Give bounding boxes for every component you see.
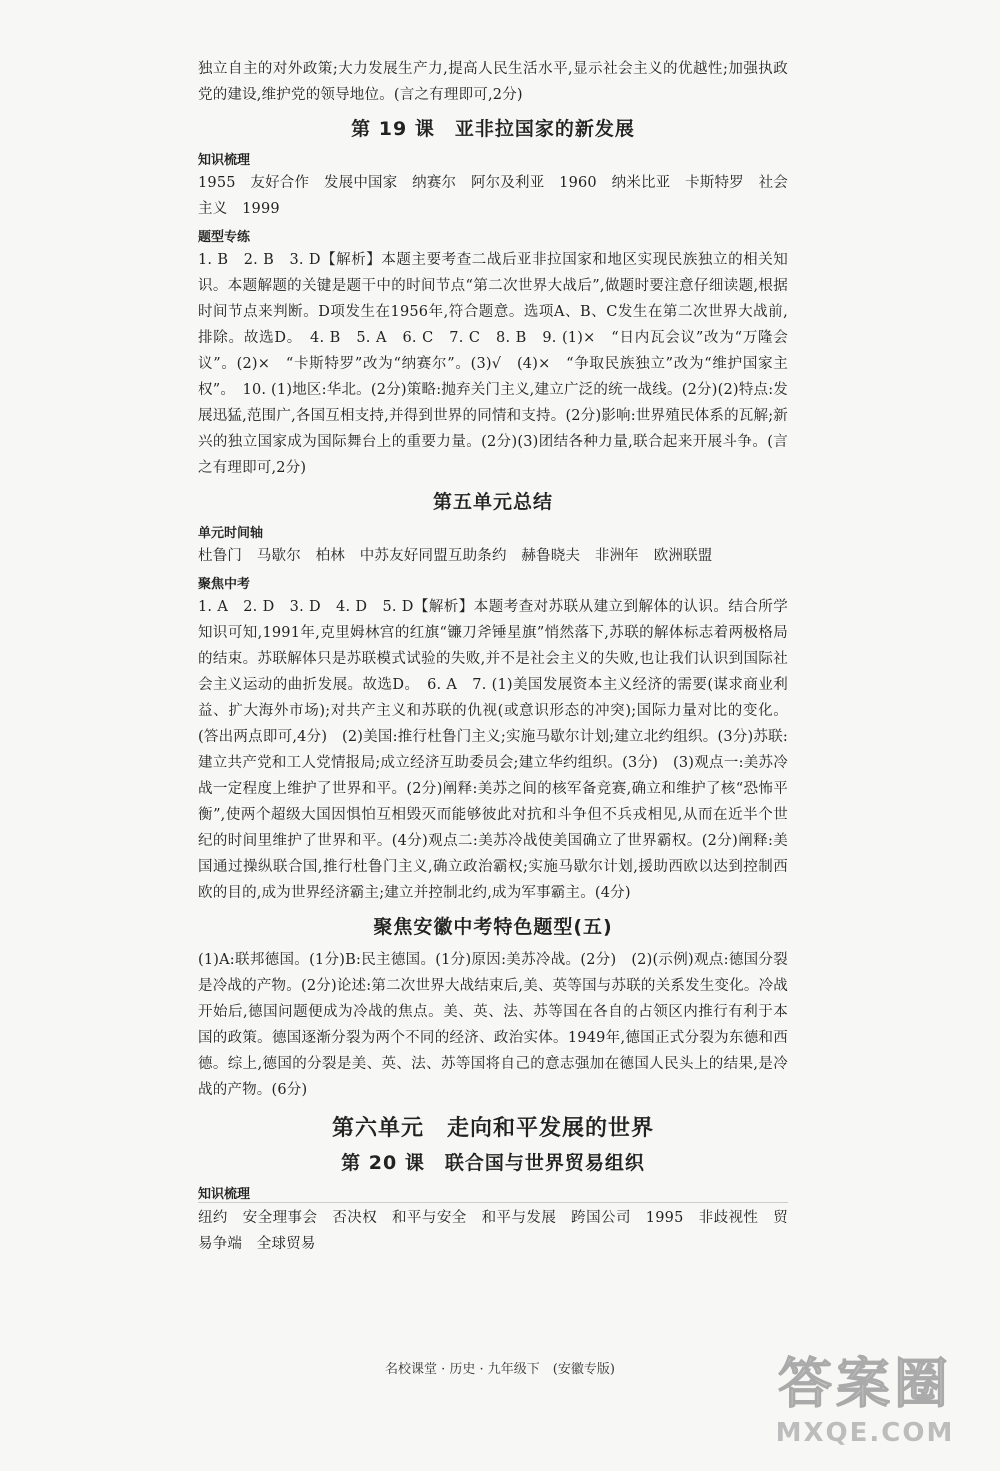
lesson-20-knowledge-label <box>198 1183 788 1203</box>
unit-5-summary-title: 第五单元总结 <box>432 491 553 513</box>
lesson-19-practice-label: 题型专练 <box>198 230 251 245</box>
watermark-main: 答案圈 <box>778 1352 952 1415</box>
lesson-19-knowledge-text: 1955 友好合作 发展中国家 纳赛尔 阿尔及利亚 1960 纳米比亚 卡斯特罗 社会主义 1999 <box>198 175 788 217</box>
intro-paragraph: 独立自主的对外政策;大力发展生产力,提高人民生活水平,显示社会主义的优越性;加强执政党的建设,维护党的领导地位。(言之有理即可,2分) <box>198 61 788 103</box>
anhui-special-title: 聚焦安徽中考特色题型(五) <box>373 916 613 938</box>
lesson-19-practice-text: 1. B 2. B 3. D【解析】本题主要考查二战后亚非拉国家和地区实现民族独立的相关知识。本题解题的关键是题干中的时间节点“第二次世界大战后”,做题时要注意仔细读题,根据时间节点来判断。D项发生在1956年,符合题意。选项A、B、C发生在第二次世界大战前,排除。故选D。 4. B 5. A 6. C 7. C 8. B 9. (1)× “日内瓦会议”改为“万隆会议”。(2)× “卡斯特罗”改为“纳赛尔”。(3)√ (4)× “争取民族独立”改为“维护国家主权”。 10. (1)地区:华北。(2分)策略:抛弃关门主义,建立广泛的统一战线。(2分)(2)特点:发展迅猛,范围广,各国互相支持,并得到世界的同情和支持。(2分)影响:世界殖民体系的瓦解;新兴的独立国家成为国际舞台上的重要力量。(2分)(3)团结各种力量,联合起来开展斗争。(言之有理即可,2分) <box>198 252 788 476</box>
watermark-sub: MXQE.COM <box>775 1418 955 1448</box>
page-content <box>198 56 788 1257</box>
unit-5-exam-label: 聚焦中考 <box>198 577 251 592</box>
page-footer: 名校课堂 · 历史 · 九年级下 (安徽专版) <box>385 1362 615 1377</box>
lesson-20-title: 第 20 课 联合国与世界贸易组织 <box>341 1152 645 1174</box>
anhui-special-text: (1)A:联邦德国。(1分)B:民主德国。(1分)原因:美苏冷战。(2分) (2)(示例)观点:德国分裂是冷战的产物。(2分)论述:第二次世界大战结束后,美、英等国与苏联的关系发生变化。冷战开始后,德国问题便成为冷战的焦点。美、英、法、苏等国在各自的占领区内推行有利于本国的政策。德国逐渐分裂为两个不同的经济、政治实体。1949年,德国正式分裂为东德和西德。综上,德国的分裂是美、英、法、苏等国将自己的意志强加在德国人民头上的结果,是冷战的产物。(6分) <box>198 952 788 1098</box>
watermark-logo <box>760 1341 970 1461</box>
unit-5-timeline-text: 杜鲁门 马歇尔 柏林 中苏友好同盟互助条约 赫鲁晓夫 非洲年 欧洲联盟 <box>198 548 713 564</box>
unit-5-exam-text: 1. A 2. D 3. D 4. D 5. D【解析】本题考查对苏联从建立到解体的认识。结合所学知识可知,1991年,克里姆林宫的红旗“镰刀斧锤星旗”悄然落下,苏联的解体标志着两极格局的结束。苏联解体只是苏联模式试验的失败,并不是社会主义的失败,也让我们认识到国际社会主义运动的曲折发展。故选D。 6. A 7. (1)美国发展资本主义经济的需要(谋求商业利益、扩大海外市场);对共产主义和苏联的仇视(或意识形态的冲突);国际力量对比的变化。(答出两点即可,4分) (2)美国:推行杜鲁门主义;实施马歇尔计划;建立北约组织。(3分)苏联:建立共产党和工人党情报局;成立经济互助委员会;建立华约组织。(3分) (3)观点一:美苏冷战一定程度上维护了世界和平。(2分)阐释:美苏之间的核军备竞赛,确立和维护了核“恐怖平衡”,使两个超级大国因惧怕互相毁灭而能够彼此对抗和斗争但不兵戎相见,从而在近半个世纪的时间里维护了世界和平。(4分)观点二:美苏冷战使美国确立了世界霸权。(2分)阐释:美国通过操纵联合国,推行杜鲁门主义,确立政治霸权;实施马歇尔计划,援助西欧以达到控制西欧的目的,成为世界经济霸主;建立并控制北约,成为军事霸主。(4分) <box>198 599 788 901</box>
unit-5-timeline-label: 单元时间轴 <box>198 526 264 541</box>
lesson-20-knowledge-label-text: 知识梳理 <box>198 1183 788 1203</box>
lesson-19-knowledge-label: 知识梳理 <box>198 153 251 168</box>
lesson-20-knowledge-text: 纽约 安全理事会 否决权 和平与安全 和平与发展 跨国公司 1995 非歧视性 贸易争端 全球贸易 <box>198 1210 788 1252</box>
unit-6-title: 第六单元 走向和平发展的世界 <box>331 1116 654 1141</box>
lesson-19-title: 第 19 课 亚非拉国家的新发展 <box>351 118 635 140</box>
